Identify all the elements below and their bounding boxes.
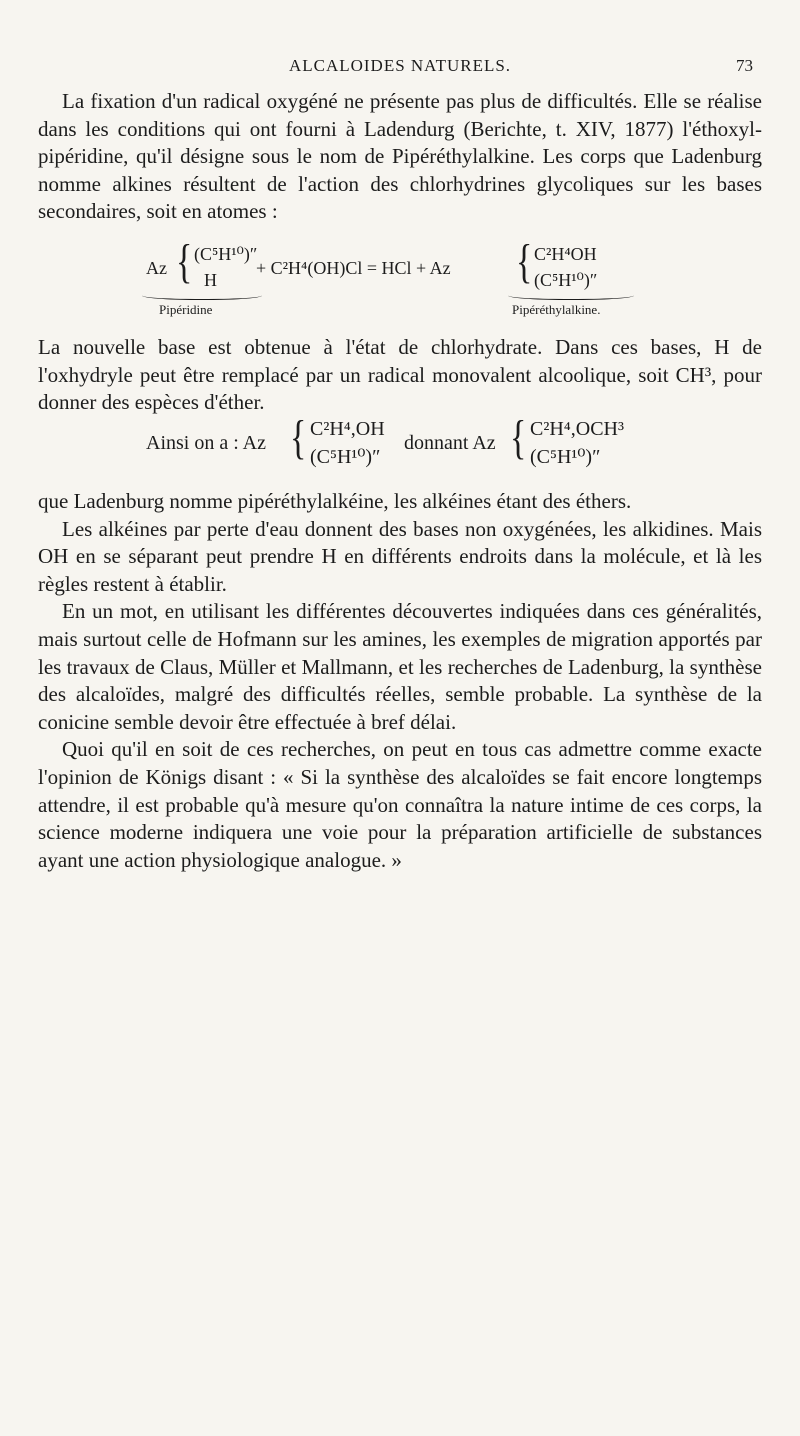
- formula-1-az-left: Az: [146, 258, 167, 278]
- running-header: ALCALOIDES NATURELS.: [288, 56, 512, 75]
- formula-1-right-bottom: (C⁵H¹⁰)″: [534, 270, 598, 290]
- formula-2: [0, 412, 800, 478]
- paragraph-6: Quoi qu'il en soit de ces recherches, on peut en tous cas admettre comme exacte l'opinion de Königs disant : « Si la synthèse des alcaloïdes se fait encore longtemps attendre, il est probable qu'à mesure qu'on connaîtra la nature intime de ces corps, la science moderne indiquera une voie pour la préparation artificielle de substances ayant une action physiologique analogue. »: [38, 737, 762, 872]
- formula-2-right-bottom: (C⁵H¹⁰)″: [530, 446, 601, 468]
- formula-1-left-bottom: H: [204, 270, 217, 290]
- paragraph-5: En un mot, en utilisant les différentes découvertes indiquées dans ces généralités, mais surtout celle de Hofmann sur les amines, les exemples de migration apportés par les travaux de Claus, Müller et Mallmann, et les recherches de Ladenburg, la synthèse des alcaloïdes, malgré des difficultés réelles, semble probable. La synthèse de la conicine semble devoir être effectuée à bref délai.: [38, 599, 762, 734]
- formula-2-brace-left: {: [290, 412, 307, 465]
- formula-1-brace-right: {: [516, 236, 533, 289]
- formula-2-right-top: C²H⁴,OCH³: [530, 418, 624, 440]
- paragraph-3: que Ladenburg nomme pipéréthylalkéine, les alkéines étant des éthers.: [38, 489, 632, 513]
- formula-2-middle: donnant Az: [404, 432, 496, 454]
- formula-1-underbrace-left: [142, 290, 262, 300]
- paragraph-1: La fixation d'un radical oxygéné ne présente pas plus de difficultés. Elle se réalise dans les conditions qui ont fourni à Ladendurg (Berichte, t. XIV, 1877) l'éthoxyl-pipéridine, qu'il désigne sous le nom de Pipéréthylalkine. Les corps que Ladenburg nomme alkines résultent de l'action des chlorhydrines glycoliques sur les bases secondaires, soit en atomes :: [38, 89, 762, 224]
- formula-1-right-top: C²H⁴OH: [534, 244, 597, 264]
- formula-1-label-right: Pipéréthylalkine.: [512, 302, 601, 317]
- formula-1-underbrace-right: [508, 290, 634, 300]
- formula-1: [0, 236, 800, 324]
- formula-2-prefix: Ainsi on a : Az: [146, 432, 266, 454]
- page-number: 73: [736, 56, 753, 75]
- formula-1-brace-left: {: [176, 236, 193, 289]
- paragraph-1-block: [38, 88, 762, 226]
- paragraph-4: Les alkéines par perte d'eau donnent des bases non oxygénées, les alkidines. Mais OH en se séparant peut prendre H en différents endroits dans la molécule, et là les règles restent à établir.: [38, 516, 762, 596]
- formula-2-left-bottom: (C⁵H¹⁰)″: [310, 446, 381, 468]
- formula-2-brace-right: {: [510, 412, 527, 465]
- formula-1-left-top: (C⁵H¹⁰)″: [194, 244, 258, 264]
- body-text-block: [38, 488, 762, 874]
- formula-2-left-top: C²H⁴,OH: [310, 418, 385, 440]
- formula-1-label-left: Pipéridine: [159, 302, 213, 317]
- formula-1-middle: + C²H⁴(OH)Cl = HCl + Az: [256, 258, 451, 278]
- paragraph-2-block: [38, 334, 762, 417]
- paragraph-2: La nouvelle base est obtenue à l'état de chlorhydrate. Dans ces bases, H de l'oxhydryle peut être remplacé par un radical monovalent alcoolique, soit CH³, pour donner des espèces d'éther.: [38, 335, 762, 415]
